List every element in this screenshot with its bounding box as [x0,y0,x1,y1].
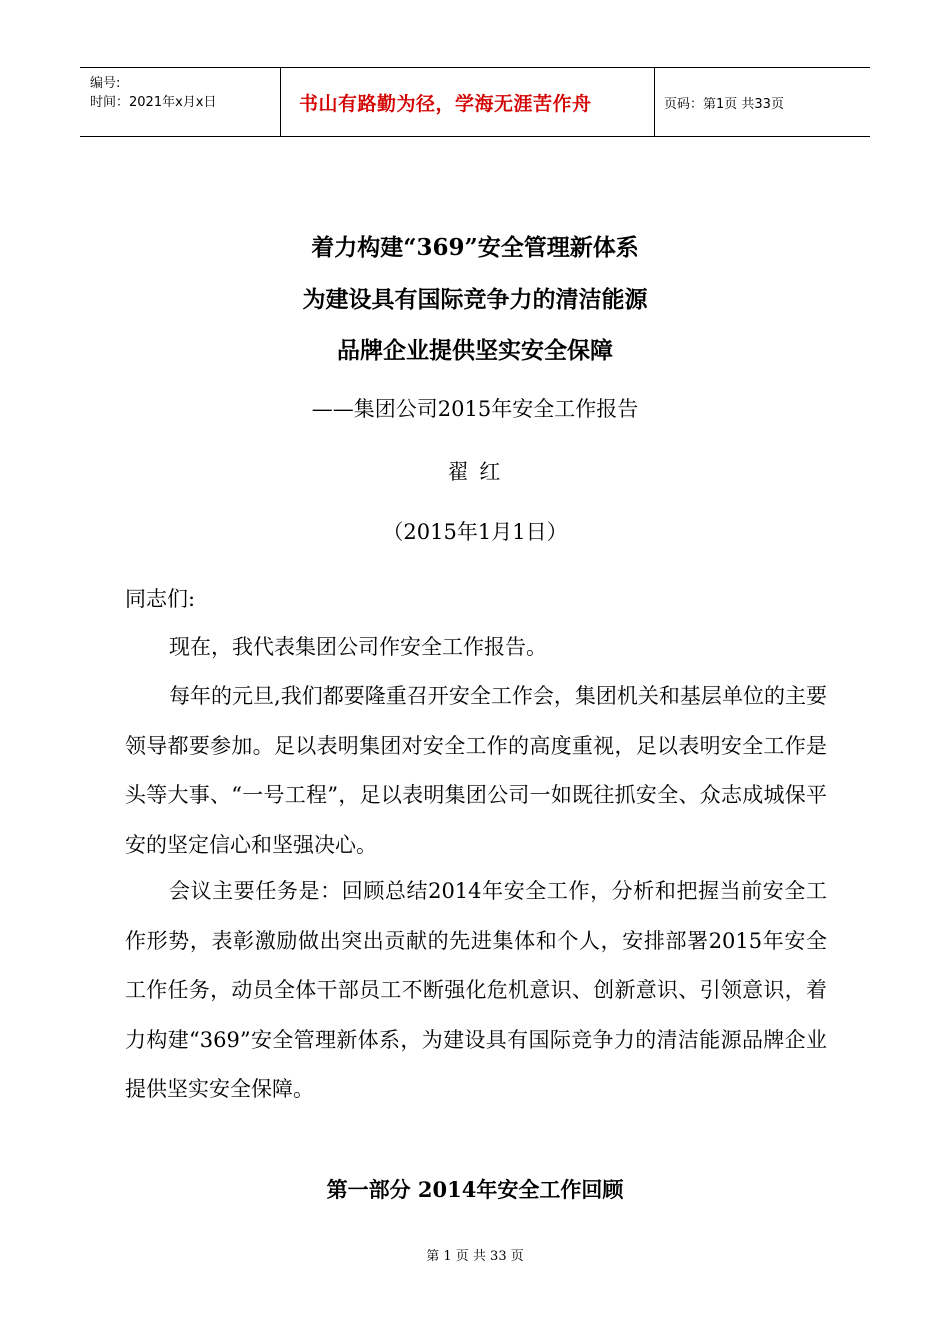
paragraph-3: 会议主要任务是：回顾总结2014年安全工作，分析和把握当前安全工作形势，表彰激励做出突出贡献的先进集体和个人，安排部署2015年安全工作任务，动员全体干部员工不断强化危机意识、创新意识、引领意识，着力构建“369”安全管理新体系，为建设具有国际竞争力的清洁能源品牌企业提供坚实安全保障。 [125,879,827,1101]
header-page-info: 页码：第1页 共33页 [664,96,784,112]
header-meta [80,68,281,136]
title-line-3: 品牌企业提供坚实安全保障 [337,337,613,364]
number-label: 编号: [90,76,121,91]
document-subtitle: ——集团公司2015年安全工作报告 [311,397,639,421]
greeting: 同志们: [125,587,196,611]
document-date: （2015年1月1日） [382,520,568,544]
paragraph-1: 现在，我代表集团公司作安全工作报告。 [169,635,547,659]
title-line-2: 为建设具有国际竞争力的清洁能源 [302,286,648,313]
time-label: 时间：2021年x月x日 [90,95,217,110]
paragraph-2: 每年的元旦,我们都要隆重召开安全工作会，集团机关和基层单位的主要领导都要参加。足以表明集团对安全工作的高度重视，足以表明安全工作是头等大事、“一号工程”，足以表明集团公司一如既往抓安全、众志成城保平安的坚定信心和坚强决心。 [125,684,827,857]
document-author: 翟 红 [447,460,503,484]
section-heading: 第一部分 2014年安全工作回顾 [326,1177,624,1202]
title-line-1: 着力构建“369”安全管理新体系 [311,234,639,261]
page-header [80,67,870,137]
header-motto: 书山有路勤为径，学海无涯苦作舟 [281,68,655,136]
page-footer: 第 1 页 共 33 页 [426,1249,524,1264]
